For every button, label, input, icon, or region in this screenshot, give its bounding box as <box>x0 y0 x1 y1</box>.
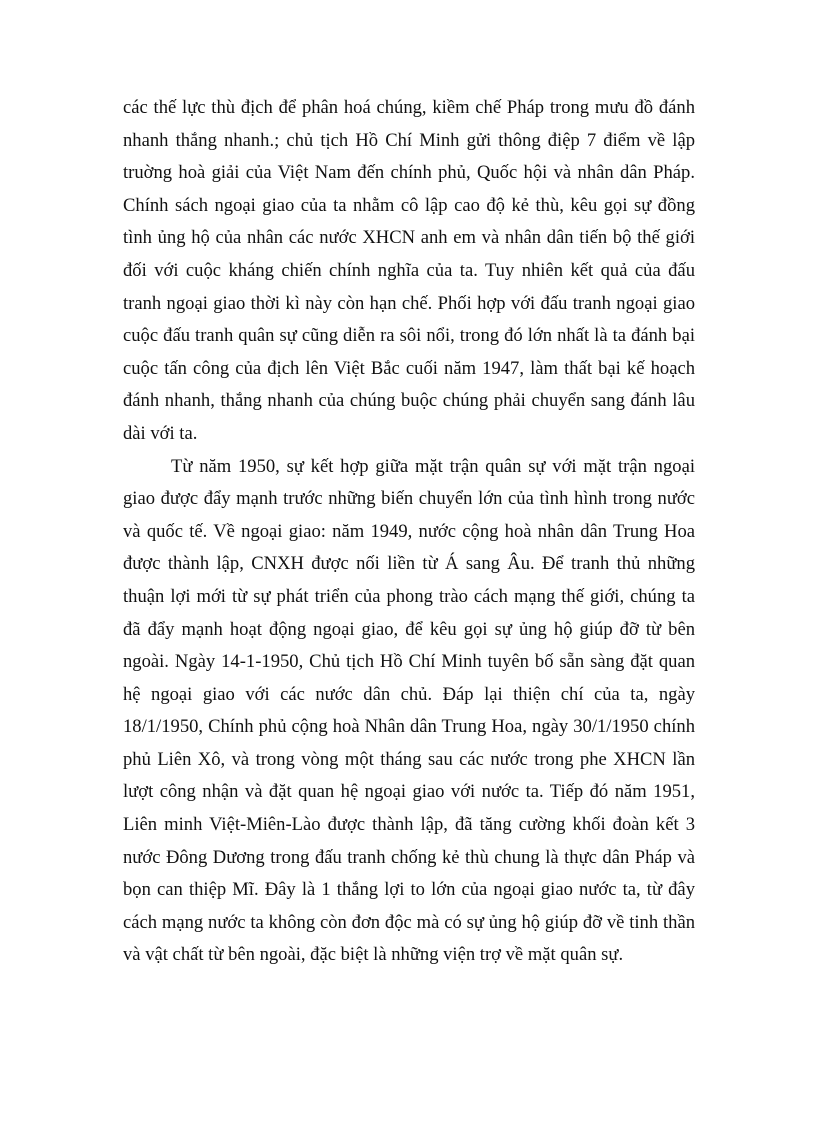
paragraph-1: các thế lực thù địch để phân hoá chúng, kiềm chế Pháp trong mưu đồ đánh nhanh thắng nhanh.; chủ tịch Hồ Chí Minh gửi thông điệp 7 điểm về lập truờng hoà giải của Việt Nam đến chính phủ, Quốc hội và nhân dân Pháp. Chính sách ngoại giao của ta nhằm cô lập cao độ kẻ thù, kêu gọi sự đồng tình ủng hộ của nhân các nước XHCN anh em và nhân dân tiến bộ thế giới đối với cuộc kháng chiến chính nghĩa của ta. Tuy nhiên kết quả của đấu tranh ngoại giao thời kì này còn hạn chế. Phối hợp với đấu tranh ngoại giao cuộc đấu tranh quân sự cũng diễn ra sôi nổi, trong đó lớn nhất là ta đánh bại cuộc tấn công của địch lên Việt Bắc cuối năm 1947, làm thất bại kế hoạch đánh nhanh, thắng nhanh của chúng buộc chúng phải chuyển sang đánh lâu dài với ta. <box>123 97 695 444</box>
paragraph-2: Từ năm 1950, sự kết hợp giữa mặt trận quân sự với mặt trận ngoại giao được đẩy mạnh trước những biến chuyển lớn của tình hình trong nước và quốc tế. Về ngoại giao: năm 1949, nước cộng hoà nhân dân Trung Hoa được thành lập, CNXH được nối liền từ Á sang Âu. Để tranh thủ những thuận lợi mới từ sự phát triển của phong trào cách mạng thế giới, chúng ta đã đẩy mạnh hoạt động ngoại giao, để kêu gọi sự ủng hộ giúp đỡ từ bên ngoài. Ngày 14-1-1950, Chủ tịch Hồ Chí Minh tuyên bố sẵn sàng đặt quan hệ ngoại giao với các nước dân chủ. Đáp lại thiện chí của ta, ngày 18/1/1950, Chính phủ cộng hoà Nhân dân Trung Hoa, ngày 30/1/1950 chính phủ Liên Xô, và trong vòng một tháng sau các nước trong phe XHCN lần lượt công nhận và đặt quan hệ ngoại giao với nước ta. Tiếp đó năm 1951, Liên minh Việt-Miên-Lào được thành lập, đã tăng cường khối đoàn kết 3 nước Đông Dương trong đấu tranh chống kẻ thù chung là thực dân Pháp và bọn can thiệp Mĩ. Đây là 1 thắng lợi to lớn của ngoại giao nước ta, từ đây cách mạng nước ta không còn đơn độc mà có sự ủng hộ giúp đỡ về tinh thần và vật chất từ bên ngoài, đặc biệt là những viện trợ về mặt quân sự. <box>123 455 695 966</box>
document-body <box>123 92 695 972</box>
